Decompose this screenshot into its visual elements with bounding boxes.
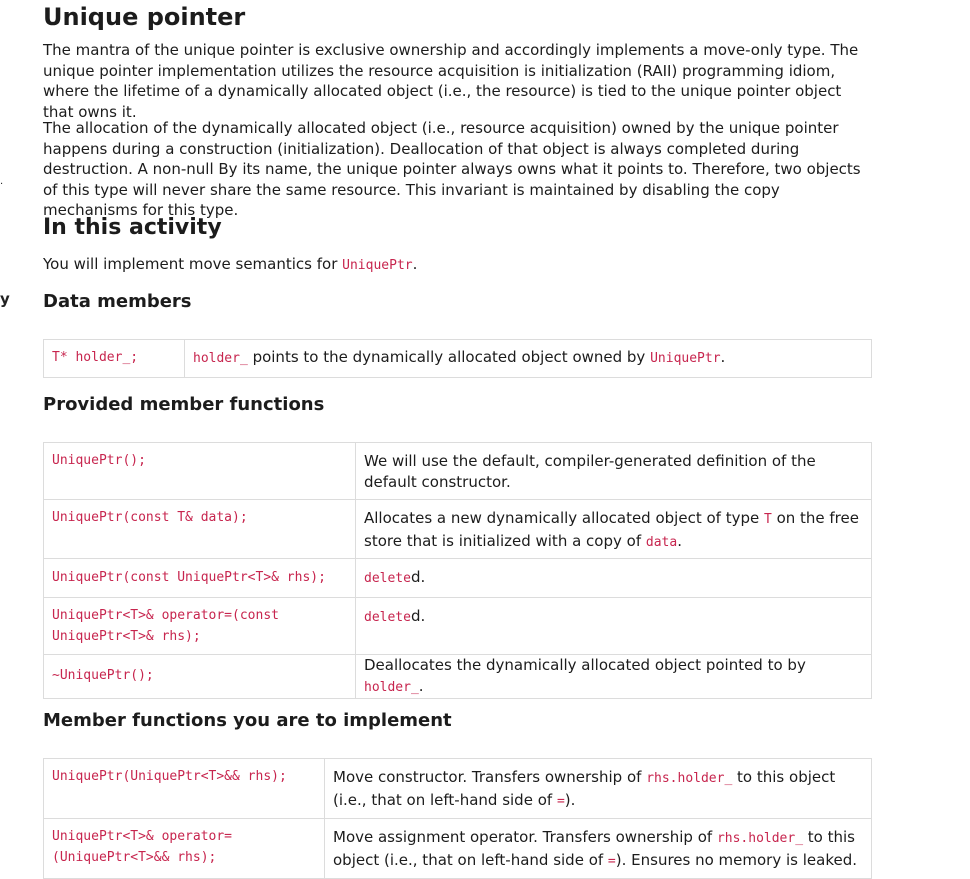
member-signature: T* holder_; — [44, 340, 185, 378]
inline-code: data — [645, 534, 678, 550]
signature-line-2: UniquePtr<T>& rhs); — [52, 628, 201, 644]
function-description — [356, 500, 872, 559]
table-row — [44, 443, 872, 500]
table-row — [44, 819, 872, 879]
activity-intro-text: You will implement move semantics for — [43, 255, 343, 273]
inline-code: rhs.holder_ — [646, 771, 733, 786]
function-description — [356, 655, 872, 699]
member-description — [185, 340, 872, 378]
table-row — [44, 559, 872, 598]
activity-intro-code: UniquePtr — [342, 258, 413, 273]
function-signature: UniquePtr(UniquePtr<T>&& rhs); — [44, 759, 325, 819]
function-signature — [44, 598, 356, 655]
desc-text: points to the dynamically allocated object owned by — [247, 348, 651, 367]
data-members-heading: Data members — [43, 291, 192, 312]
desc-text: to this object (i.e., that on left-hand side of — [333, 768, 836, 809]
implement-functions-heading: Member functions you are to implement — [43, 710, 452, 731]
intro-paragraph-2: The allocation of the dynamically allocated object (i.e., resource acquisition) owned by the unique pointer happens during a construction (initialization). Deallocation of that object is always completed during destruction. A non-null By its name, the unique pointer always owns what it points to. Therefore, two objects of this type will never share the same resource. This invariant is maintained by disabling the copy mechanisms for this type. — [43, 119, 861, 219]
inline-code: holder_ — [364, 679, 419, 695]
desc-text: Allocates a new dynamically allocated object of type — [364, 509, 764, 527]
desc-text: Move assignment operator. Transfers ownership of — [333, 828, 717, 846]
edge-letter: y — [0, 290, 10, 308]
desc-text: on the free store that is initialized with a copy of — [364, 509, 859, 550]
function-signature — [44, 819, 325, 879]
table-row — [44, 598, 872, 655]
inline-code: T — [763, 512, 772, 527]
edge-dot: . — [0, 176, 4, 187]
function-description — [325, 819, 872, 879]
inline-code: = — [607, 853, 616, 869]
desc-end: d. — [410, 607, 426, 625]
inline-code: UniquePtr — [650, 351, 721, 367]
desc-end: ). — [564, 790, 576, 809]
function-signature: UniquePtr(const T& data); — [44, 500, 356, 559]
desc-end: . — [677, 531, 682, 550]
signature-line-1: UniquePtr<T>& operator=(const — [52, 608, 279, 623]
page-title: Unique pointer — [43, 3, 246, 31]
table-row — [44, 500, 872, 559]
data-members-table — [43, 339, 872, 378]
signature-line-1: UniquePtr<T>& operator= — [52, 829, 233, 844]
intro-paragraph-1: The mantra of the unique pointer is exclusive ownership and accordingly implements a move-only type. The unique pointer implementation utilizes the resource acquisition is initialization (RAII) programming idiom, where the lifetime of a dynamically allocated object (i.e., the resource) is tied to the unique pointer object that owns it. — [43, 41, 859, 121]
inline-code: rhs.holder_ — [716, 831, 804, 846]
inline-code: holder_ — [193, 351, 248, 367]
provided-functions-table — [43, 442, 872, 699]
activity-intro — [43, 254, 417, 277]
function-description — [325, 759, 872, 819]
table-row — [44, 759, 872, 819]
desc-end: . — [720, 348, 726, 367]
desc-end: ). Ensures no memory is leaked. — [615, 850, 857, 869]
function-signature: ~UniquePtr(); — [44, 655, 356, 699]
signature-line-2: (UniquePtr<T>&& rhs); — [52, 849, 217, 865]
activity-heading: In this activity — [43, 215, 222, 240]
desc-end: d. — [410, 567, 426, 586]
inline-code: delete — [364, 570, 411, 586]
function-signature: UniquePtr(); — [44, 443, 356, 500]
function-description: We will use the default, compiler-generated definition of the default constructor. — [356, 443, 872, 500]
inline-code: delete — [364, 610, 411, 625]
function-description — [356, 559, 872, 598]
table-row — [44, 340, 872, 378]
provided-functions-heading: Provided member functions — [43, 394, 325, 415]
activity-intro-end: . — [412, 255, 418, 273]
desc-text: to this object (i.e., that on left-hand side of — [333, 828, 855, 869]
function-signature: UniquePtr(const UniquePtr<T>& rhs); — [44, 559, 356, 598]
implement-functions-table — [43, 758, 872, 879]
desc-text: Move constructor. Transfers ownership of — [333, 768, 647, 786]
desc-end: . — [418, 676, 424, 695]
table-row — [44, 655, 872, 699]
desc-text: Deallocates the dynamically allocated object pointed to by — [364, 656, 806, 674]
inline-code: = — [556, 793, 565, 809]
function-description — [356, 598, 872, 655]
